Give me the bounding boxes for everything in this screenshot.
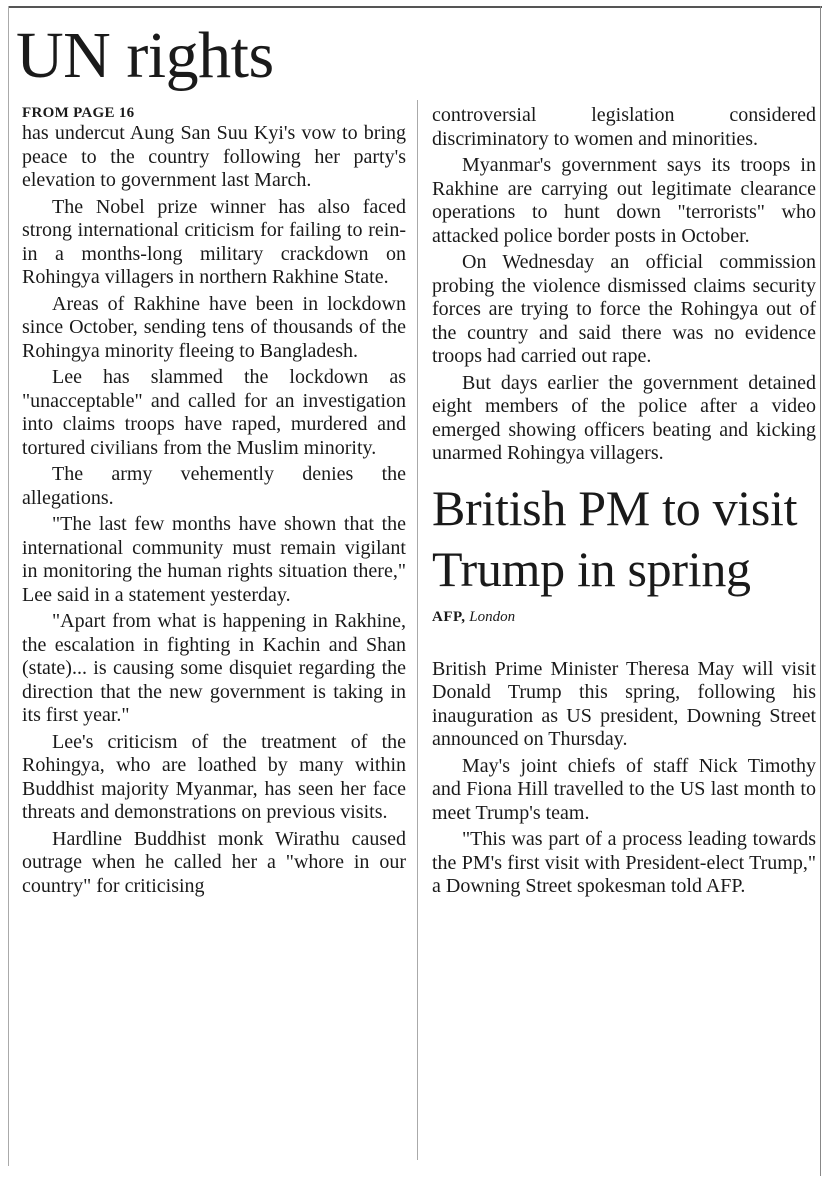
article-paragraph: The Nobel prize winner has also faced strong international criticism for failing to rein-in a months-long military crackdown on Rohingya villagers in northern Rakhine State. (22, 195, 406, 288)
article-paragraph: has undercut Aung San Suu Kyi's vow to bring peace to the country following her party's elevation to government last March. (22, 122, 406, 191)
article-paragraph: "The last few months have shown that the international community must remain vigilant in monitoring the human rights situation there," Lee said in a statement yesterday. (22, 513, 406, 606)
article-paragraph: On Wednesday an official commission probing the violence dismissed claims security forces are trying to force the Rohingya out of the country and said there was no evidence troops had carried out rape. (432, 251, 816, 367)
continuation-dateline: FROM PAGE 16 (22, 105, 135, 121)
article-paragraph: Lee's criticism of the treatment of the Rohingya, who are loathed by many within Buddhist majority Myanmar, has seen her face threats and demonstrations on previous visits. (22, 730, 406, 823)
article-paragraph: But days earlier the government detained eight members of the police after a video emerged showing officers beating and kicking unarmed Rohingya villagers. (432, 371, 816, 464)
column-rule (417, 100, 418, 1160)
article-paragraph: Lee has slammed the lockdown as "unacceptable" and called for an investigation into claims troops have raped, murdered and tortured civilians from the Muslim minority. (22, 366, 406, 459)
article-paragraph: May's joint chiefs of staff Nick Timothy and Fiona Hill travelled to the US last month to meet Trump's team. (432, 754, 816, 824)
article-left-column (22, 104, 406, 901)
second-article-headline: British PM to visit Trump in spring (432, 479, 798, 597)
right-rule (820, 6, 821, 1176)
second-article-byline (432, 608, 816, 626)
byline-city: London (469, 608, 516, 625)
article-paragraph: controversial legislation considered discriminatory to women and minorities. (432, 104, 816, 150)
article-paragraph: Myanmar's government says its troops in Rakhine are carrying out legitimate clearance operations to hunt down "terrorists" who attacked police border posts in October. (432, 154, 816, 247)
article-paragraph: "Apart from what is happening in Rakhine, the escalation in fighting in Kachin and Shan (state)... is causing some disquiet regarding the direction that the new government is taking in its first year." (22, 610, 406, 726)
article-paragraph: The army vehemently denies the allegations. (22, 463, 406, 509)
article-headline: UN rights (16, 19, 274, 92)
article-right-column (432, 104, 816, 902)
byline-agency: AFP, (432, 608, 466, 625)
article-paragraph: "This was part of a process leading towards the PM's first visit with President-elect Trump," a Downing Street spokesman told AFP. (432, 828, 816, 897)
top-rule (8, 6, 822, 8)
article-paragraph: Areas of Rakhine have been in lockdown since October, sending tens of thousands of the Rohingya minority fleeing to Bangladesh. (22, 292, 406, 362)
article-paragraph: Hardline Buddhist monk Wirathu caused outrage when he called her a "whore in our country" for criticising (22, 827, 406, 897)
left-rule (8, 6, 9, 1166)
article-paragraph: British Prime Minister Theresa May will visit Donald Trump this spring, following his inauguration as US president, Downing Street announced on Thursday. (432, 657, 816, 750)
